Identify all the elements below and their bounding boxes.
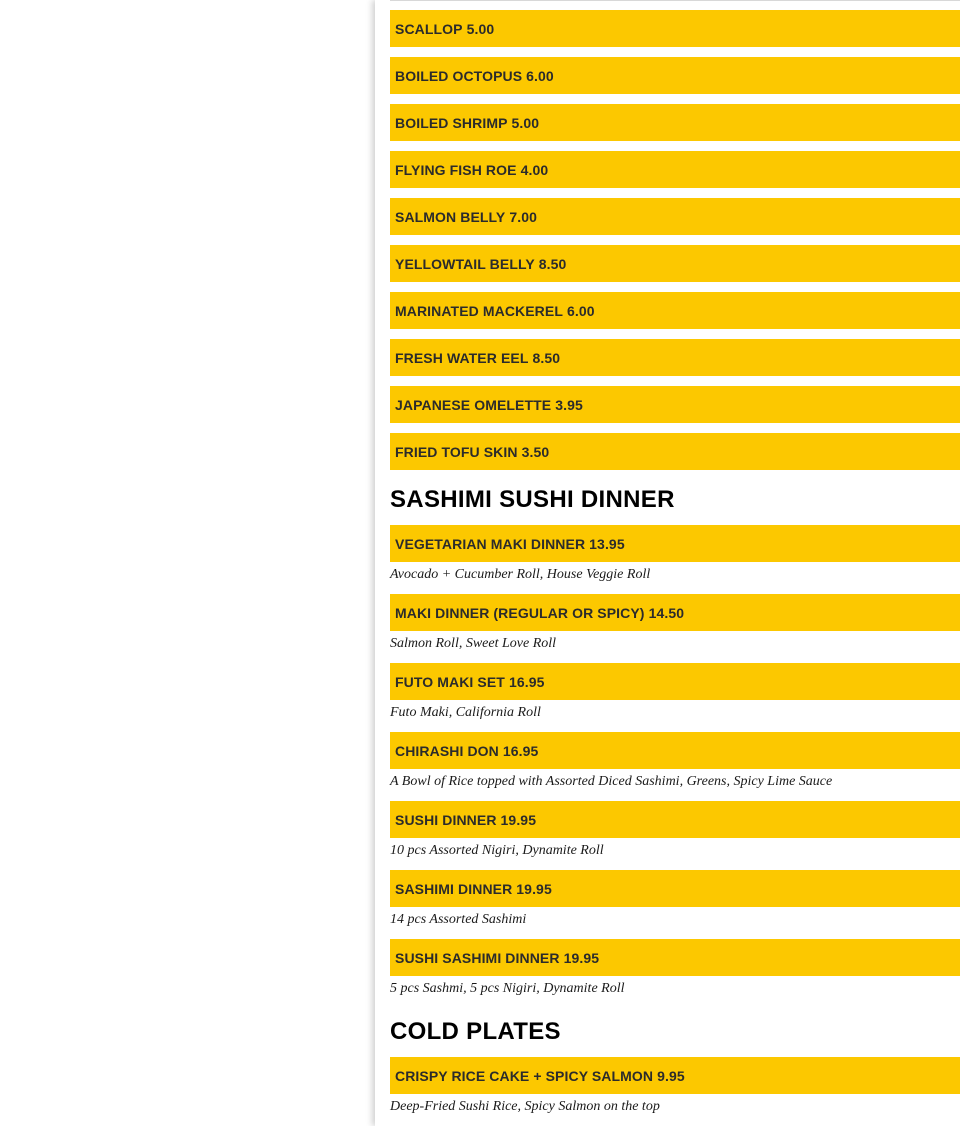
- menu-item[interactable]: [390, 433, 960, 470]
- item-name: CRISPY RICE CAKE + SPICY SALMON: [395, 1067, 654, 1084]
- menu-item[interactable]: [390, 104, 960, 141]
- item-name: SASHIMI DINNER: [395, 880, 513, 897]
- menu-item[interactable]: [390, 732, 960, 769]
- menu-item[interactable]: [390, 386, 960, 423]
- menu-item[interactable]: [390, 594, 960, 631]
- item-price: 5.00: [511, 114, 540, 131]
- item-name: JAPANESE OMELETTE: [395, 396, 552, 413]
- item-price: 13.95: [589, 535, 625, 552]
- item-name: FRIED TOFU SKIN: [395, 443, 518, 460]
- item-name: CHIRASHI DON: [395, 742, 499, 759]
- menu-item[interactable]: [390, 292, 960, 329]
- item-name: MAKI DINNER (REGULAR OR SPICY): [395, 604, 645, 621]
- section-title-sashimi-sushi-dinner: SASHIMI SUSHI DINNER: [390, 486, 675, 513]
- item-description: 14 pcs Assorted Sashimi: [390, 912, 527, 927]
- section-title-cold-plates: COLD PLATES: [390, 1018, 561, 1045]
- item-name: FRESH WATER EEL: [395, 349, 529, 366]
- item-price: 7.00: [509, 208, 538, 225]
- item-price: 8.50: [538, 255, 567, 272]
- item-description: Deep-Fried Sushi Rice, Spicy Salmon on the top: [390, 1099, 660, 1114]
- menu-item[interactable]: [390, 339, 960, 376]
- menu-item[interactable]: [390, 870, 960, 907]
- item-name: SUSHI SASHIMI DINNER: [395, 949, 560, 966]
- item-name: YELLOWTAIL BELLY: [395, 255, 535, 272]
- item-name: SCALLOP: [395, 20, 463, 37]
- item-price: 16.95: [508, 673, 545, 690]
- item-price: 6.00: [566, 302, 595, 319]
- item-price: 19.95: [516, 880, 552, 897]
- item-price: 14.50: [648, 604, 685, 621]
- item-name: MARINATED MACKEREL: [395, 302, 563, 319]
- item-name: FUTO MAKI SET: [395, 673, 505, 690]
- menu-item[interactable]: [390, 525, 960, 562]
- item-price: 19.95: [563, 949, 600, 966]
- item-name: SUSHI DINNER: [395, 811, 497, 828]
- item-description: 5 pcs Sashmi, 5 pcs Nigiri, Dynamite Roll: [390, 981, 625, 996]
- item-description: Avocado + Cucumber Roll, House Veggie Roll: [390, 567, 651, 582]
- item-price: 5.00: [466, 20, 495, 37]
- menu-item[interactable]: [390, 151, 960, 188]
- top-divider: [390, 0, 960, 1]
- item-name: BOILED OCTOPUS: [395, 67, 523, 84]
- item-price: 6.00: [526, 67, 554, 84]
- item-description: A Bowl of Rice topped with Assorted Diced Sashimi, Greens, Spicy Lime Sauce: [390, 774, 833, 789]
- item-name: SALMON BELLY: [395, 208, 506, 225]
- menu-item[interactable]: [390, 801, 960, 838]
- item-price: 3.50: [521, 443, 550, 460]
- menu-item[interactable]: [390, 57, 960, 94]
- menu-item[interactable]: [390, 10, 960, 47]
- item-description: Salmon Roll, Sweet Love Roll: [390, 636, 557, 651]
- menu-list: [390, 10, 960, 1126]
- item-price: 9.95: [657, 1067, 685, 1084]
- left-blank-area: [0, 0, 375, 1126]
- item-name: BOILED SHRIMP: [395, 114, 508, 131]
- item-description: Futo Maki, California Roll: [390, 705, 541, 720]
- item-price: 19.95: [500, 811, 537, 828]
- menu-item[interactable]: [390, 939, 960, 976]
- menu-item[interactable]: [390, 245, 960, 282]
- item-price: 16.95: [502, 742, 539, 759]
- menu-item[interactable]: [390, 1057, 960, 1094]
- menu-content-pane: [375, 0, 975, 1126]
- menu-item[interactable]: [390, 198, 960, 235]
- menu-item[interactable]: [390, 663, 960, 700]
- item-name: VEGETARIAN MAKI DINNER: [395, 535, 586, 552]
- item-name: FLYING FISH ROE: [395, 161, 517, 178]
- item-price: 3.95: [555, 396, 583, 413]
- item-price: 8.50: [532, 349, 561, 366]
- item-price: 4.00: [520, 161, 549, 178]
- item-description: 10 pcs Assorted Nigiri, Dynamite Roll: [390, 843, 604, 858]
